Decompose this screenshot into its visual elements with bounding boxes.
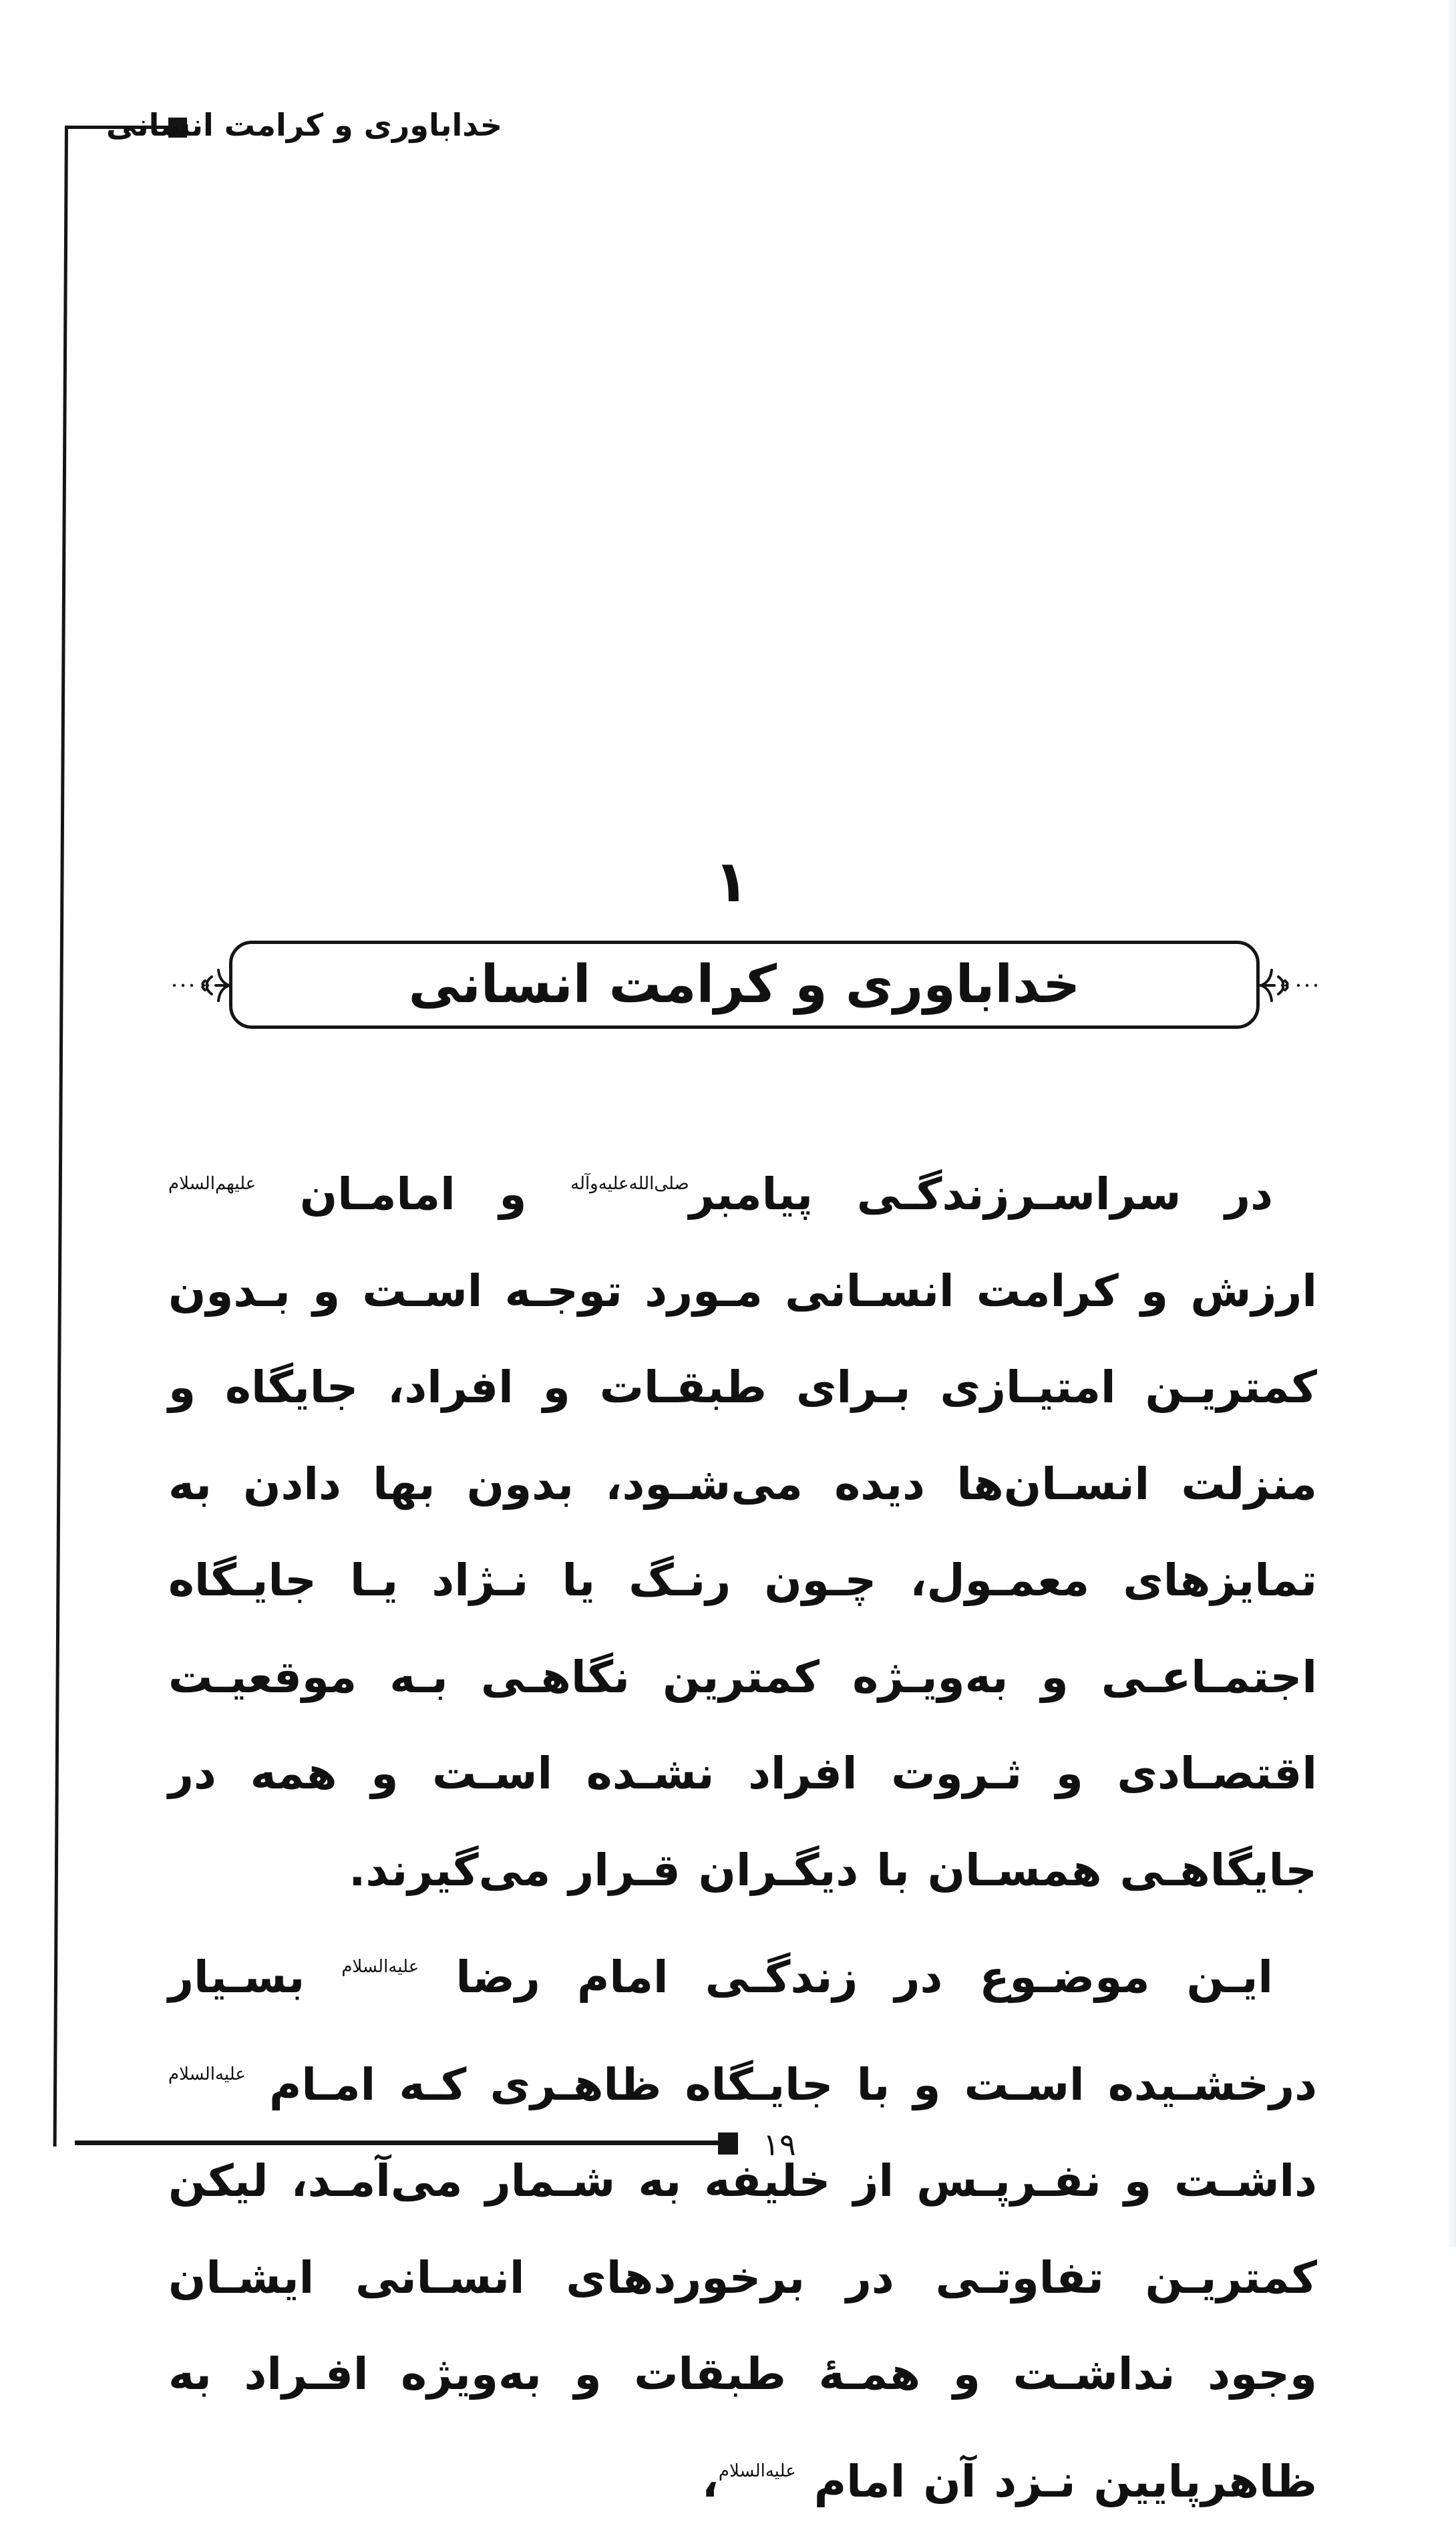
fleuron-ornament-icon [1260,962,1333,1009]
honorific-mark: صلی‌الله‌علیه‌وآله [570,1174,689,1194]
fleuron-ornament-icon [164,962,237,1009]
paragraph-text: در سراسـرزندگـی پیامبر [689,1168,1274,1220]
paragraph-text: بسـیار درخشـیده اسـت و با جایـگاه ظاهـری کـه امـام [168,1951,1317,2110]
paragraph-text: و امامـان [256,1168,571,1220]
page-frame-left-rule [53,126,68,2147]
footer-square-bullet-icon [718,2132,738,2155]
honorific-mark: علیه‌السلام [718,2461,796,2481]
footer-rule [75,2141,721,2145]
chapter-title-frame [229,941,1260,1029]
chapter-title: خداباوری و کرامت انسانی [408,955,1081,1015]
paragraph-text: ارزش و کرامت انسـانی مـورد توجـه اسـت و بـدون کمتریـن امتیـازی بـرای طبقـات و افراد، جایگاه و منزلت انسـان‌ها دیده می‌شـود، بدون بها دادن به تمایزهای معمـول، چـون رنـگ یا نـژاد یـا جایـگاه اجتمـاعـی و به‌ویـژه کمترین نگاهـی بـه موقعیـت اقتصـادی و ثـروت افراد نشـده اسـت و همه در جایگاهـی همسـان با دیگـران قـرار می‌گیرند. [168,1265,1317,1896]
honorific-mark: علیه‌السلام [341,1957,419,1977]
page-edge-shadow [1447,0,1456,2247]
page-number: ۱۹ [763,2126,796,2163]
paragraph-text: ، [701,2455,719,2507]
honorific-mark: علیه‌السلام [168,2064,246,2084]
paragraph [168,1919,1317,2530]
honorific-mark: علیهم‌السلام [168,1174,256,1194]
running-header-title: خداباوری و کرامت انسانی [106,107,502,143]
paragraph [168,1136,1317,1919]
paragraph-text: ایـن موضـوع در زندگـی امام رضا [419,1951,1273,2003]
paragraph-text: داشـت و نفـرپـس از خلیفه به شـمار می‌آمـد، لیکن کمتریـن تفاوتـی در برخوردهای انسـانی ایشـان وجود نداشـت و همـهٔ طبقات و به‌ویژه افـراد به ظاهرپایین نـزد آن امام [168,2155,1317,2507]
body-text [168,1136,1317,2530]
chapter-number: ۱ [713,848,749,915]
